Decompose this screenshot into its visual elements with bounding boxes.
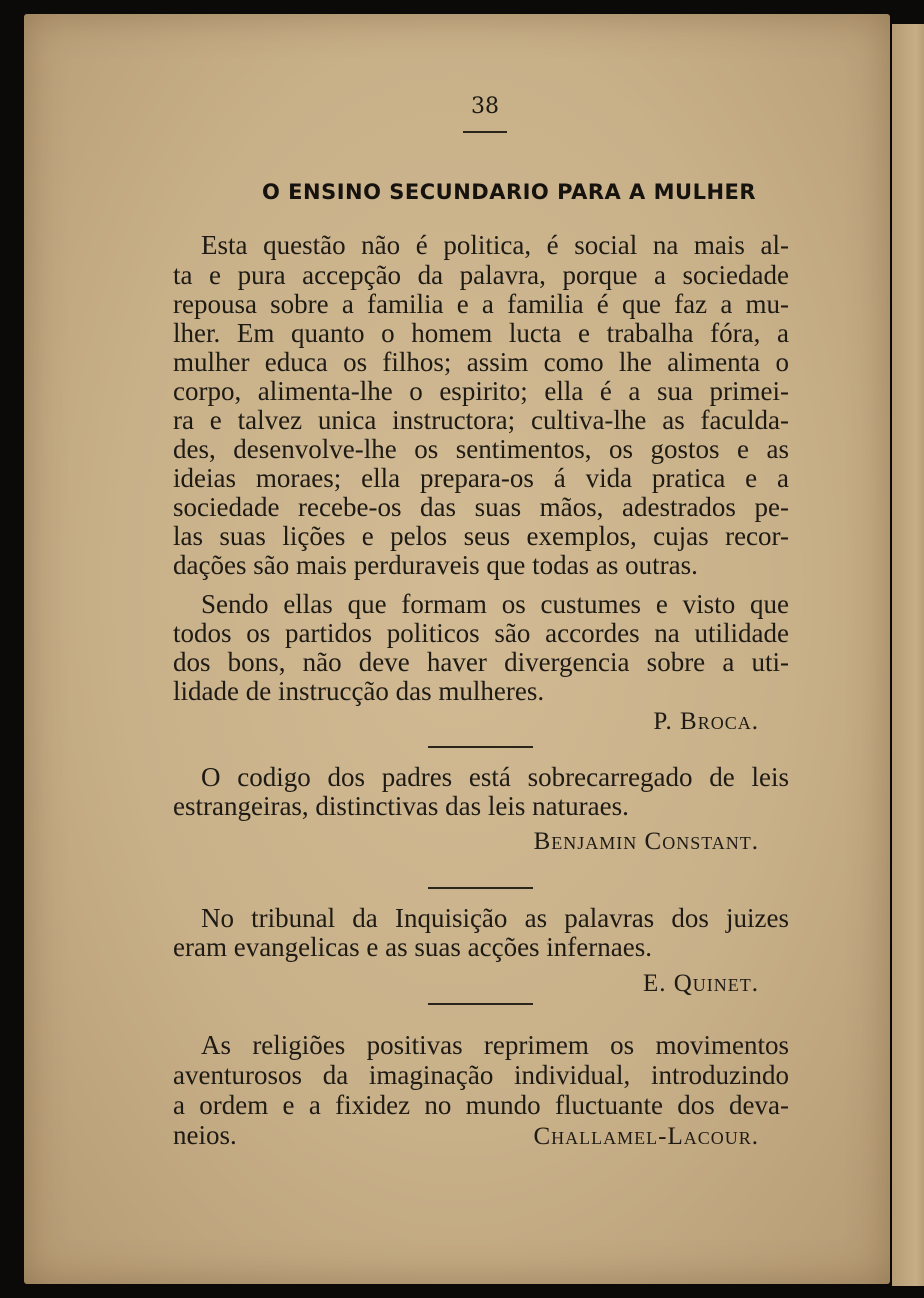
text-line: repousa sobre a familia e a familia é que faz a mu- [173, 289, 789, 319]
next-page-edge [892, 24, 924, 1286]
quote-author: E. Quinet. [642, 970, 759, 997]
text-line: a ordem e a fixidez no mundo fluctuante dos deva- [173, 1090, 789, 1120]
text-line: lidade de instrucção das mulheres. [173, 676, 545, 706]
text-line: dos bons, não deve haver divergencia sobre a uti- [173, 647, 789, 677]
quote-author: P. Broca. [653, 708, 759, 735]
text-line: lher. Em quanto o homem lucta e trabalha fóra, a [173, 318, 789, 348]
text-line: corpo, alimenta-lhe o espirito; ella é a sua primei- [173, 376, 789, 406]
article-title: O ENSINO SECUNDARIO PARA A MULHER [262, 180, 757, 204]
quote-author: Challamel-Lacour. [533, 1123, 759, 1150]
text-line: No tribunal da Inquisição as palavras dos juizes [201, 903, 789, 933]
text-line: As religiões positivas reprimem os movimentos [201, 1030, 789, 1060]
section-divider [428, 1003, 533, 1005]
page-number-rule [463, 131, 507, 133]
text-line: estrangeiras, distinctivas das leis naturaes. [173, 791, 629, 821]
section-divider [428, 887, 533, 889]
section-divider [428, 746, 533, 748]
text-line: Esta questão não é politica, é social na mais al- [201, 230, 789, 260]
text-line: ta e pura accepção da palavra, porque a sociedade [173, 260, 789, 290]
text-line: aventurosos da imaginação individual, introduzindo [173, 1060, 789, 1090]
quote-author: Benjamin Constant. [533, 828, 759, 855]
text-line: Sendo ellas que formam os custumes e visto que [201, 589, 789, 619]
text-line: dações são mais perduraveis que todas as outras. [173, 550, 698, 580]
text-line: todos os partidos politicos são accordes na utilidade [173, 618, 789, 648]
page-number: 38 [471, 94, 499, 119]
text-line: ideias moraes; ella prepara-os á vida pratica e a [173, 463, 789, 493]
text-line: O codigo dos padres está sobrecarregado de leis [201, 762, 789, 792]
text-line: des, desenvolve-lhe os sentimentos, os gostos e as [173, 434, 789, 464]
text-line: sociedade recebe-os das suas mãos, adestrados pe- [173, 492, 789, 522]
text-line: eram evangelicas e as suas acções infernaes. [173, 932, 652, 962]
text-line: ra e talvez unica instructora; cultiva-lhe as faculda- [173, 405, 789, 435]
text-line: neios. [173, 1120, 237, 1150]
text-line: las suas lições e pelos seus exemplos, cujas recor- [173, 521, 789, 551]
text-line: mulher educa os filhos; assim como lhe alimenta o [173, 347, 789, 377]
